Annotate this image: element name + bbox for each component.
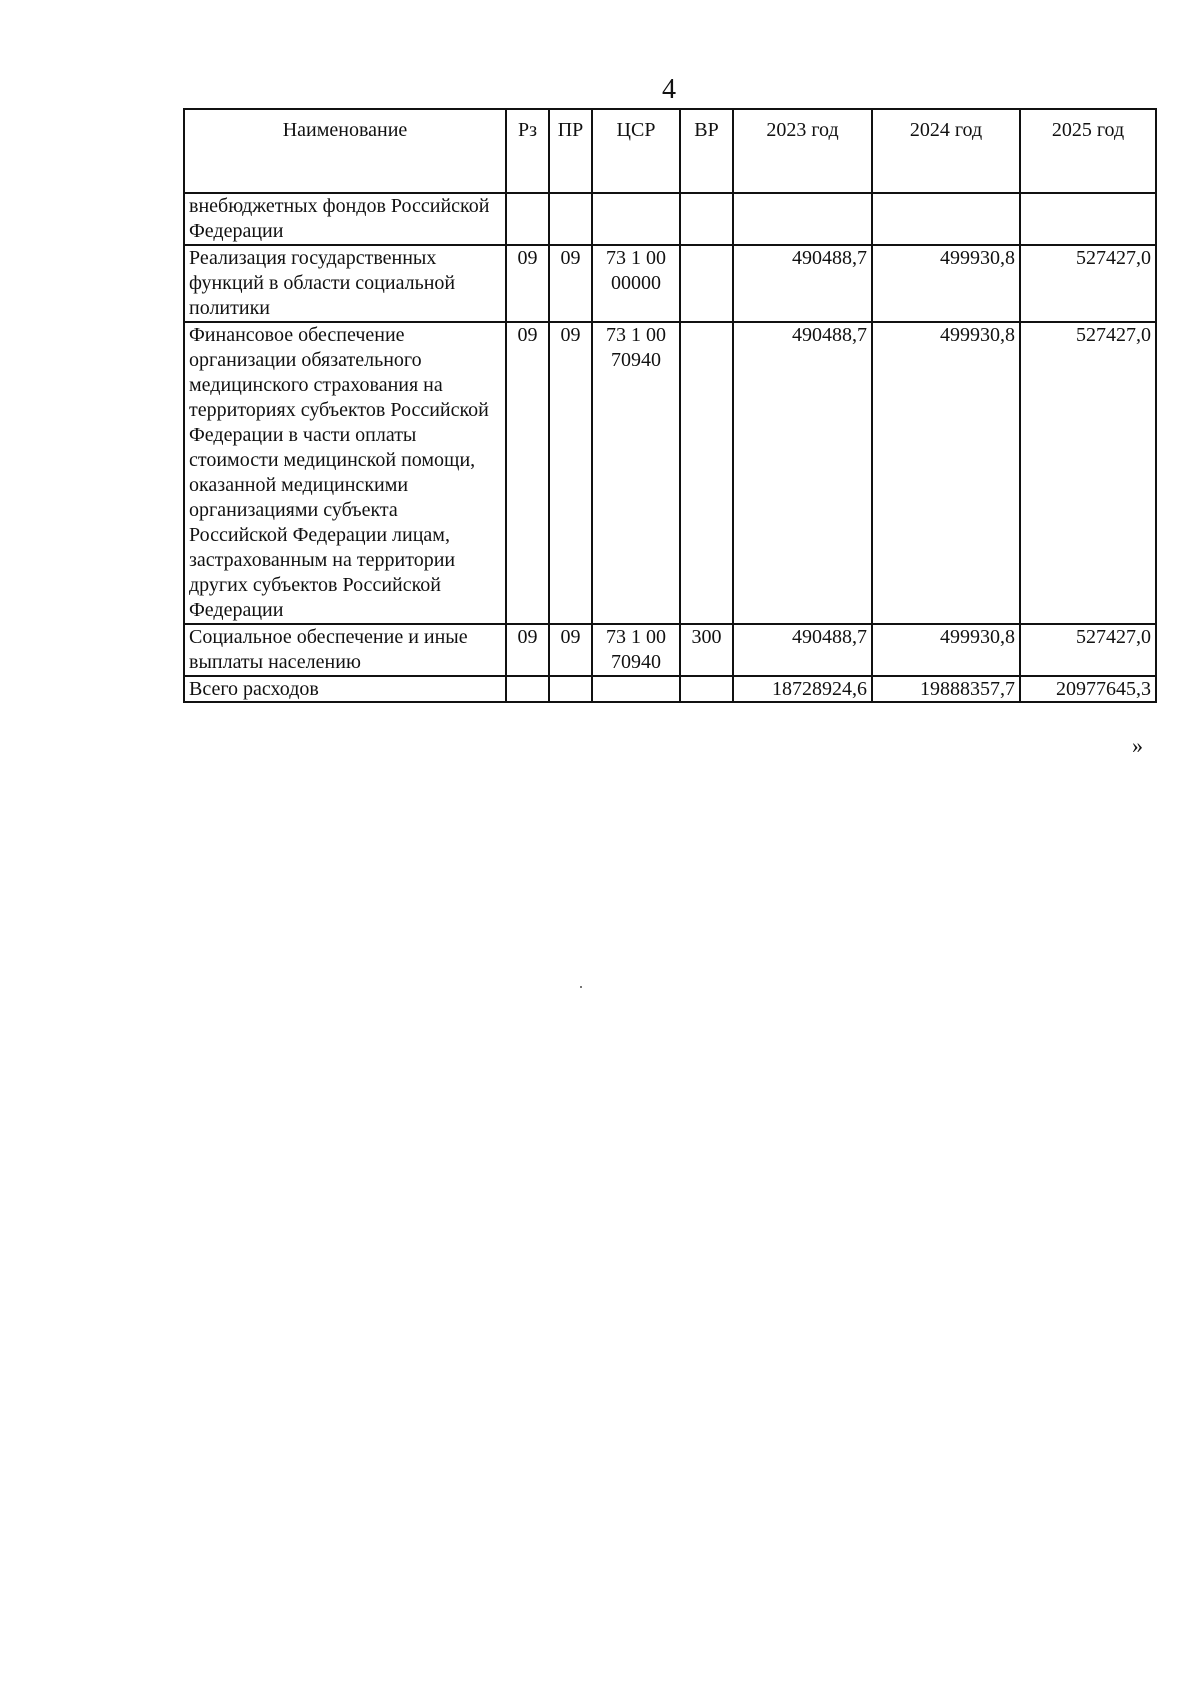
row-vr (680, 193, 733, 245)
header-name: Наименование (184, 109, 506, 193)
row-csr (592, 193, 680, 245)
row-rz: 09 (506, 624, 549, 676)
total-2023: 18728924,6 (733, 676, 872, 702)
total-2025: 20977645,3 (1020, 676, 1156, 702)
row-2023: 490488,7 (733, 624, 872, 676)
row-name: Финансовое обеспечение организации обязательного медицинского страхования на территориях субъектов Российской Федерации в части оплаты стоимости медицинской помощи, оказанной медицинскими организациями субъекта Российской Федерации лицам, застрахованным на территории других субъектов Российской Федерации (184, 322, 506, 624)
scan-speck (580, 986, 582, 988)
header-csr: ЦСР (592, 109, 680, 193)
row-pr (549, 193, 592, 245)
row-name: Социальное обеспечение и иные выплаты населению (184, 624, 506, 676)
total-label: Всего расходов (184, 676, 506, 702)
row-2024: 499930,8 (872, 245, 1020, 322)
row-2024: 499930,8 (872, 624, 1020, 676)
row-2024 (872, 193, 1020, 245)
header-rz: Рз (506, 109, 549, 193)
total-pr (549, 676, 592, 702)
row-csr: 73 1 00 00000 (592, 245, 680, 322)
table-header-row (184, 109, 1156, 193)
table-row (184, 245, 1156, 322)
row-rz: 09 (506, 322, 549, 624)
row-2023: 490488,7 (733, 322, 872, 624)
row-2025: 527427,0 (1020, 245, 1156, 322)
row-csr: 73 1 00 70940 (592, 624, 680, 676)
row-2025: 527427,0 (1020, 624, 1156, 676)
total-csr (592, 676, 680, 702)
row-vr (680, 245, 733, 322)
row-vr (680, 322, 733, 624)
table-row (184, 322, 1156, 624)
row-pr: 09 (549, 245, 592, 322)
table-row (184, 193, 1156, 245)
row-2025 (1020, 193, 1156, 245)
header-2025: 2025 год (1020, 109, 1156, 193)
header-vr: ВР (680, 109, 733, 193)
row-2023 (733, 193, 872, 245)
total-vr (680, 676, 733, 702)
row-rz (506, 193, 549, 245)
budget-expenditure-table (183, 108, 1157, 703)
page-number: 4 (662, 74, 676, 105)
row-name: Реализация государственных функций в области социальной политики (184, 245, 506, 322)
row-vr: 300 (680, 624, 733, 676)
row-pr: 09 (549, 624, 592, 676)
total-2024: 19888357,7 (872, 676, 1020, 702)
row-2025: 527427,0 (1020, 322, 1156, 624)
table-row (184, 624, 1156, 676)
row-2023: 490488,7 (733, 245, 872, 322)
row-rz: 09 (506, 245, 549, 322)
table-total-row (184, 676, 1156, 702)
row-pr: 09 (549, 322, 592, 624)
header-2023: 2023 год (733, 109, 872, 193)
header-pr: ПР (549, 109, 592, 193)
row-name: внебюджетных фондов Российской Федерации (184, 193, 506, 245)
row-2024: 499930,8 (872, 322, 1020, 624)
header-2024: 2024 год (872, 109, 1020, 193)
closing-quote-mark: » (1132, 733, 1143, 758)
total-rz (506, 676, 549, 702)
row-csr: 73 1 00 70940 (592, 322, 680, 624)
